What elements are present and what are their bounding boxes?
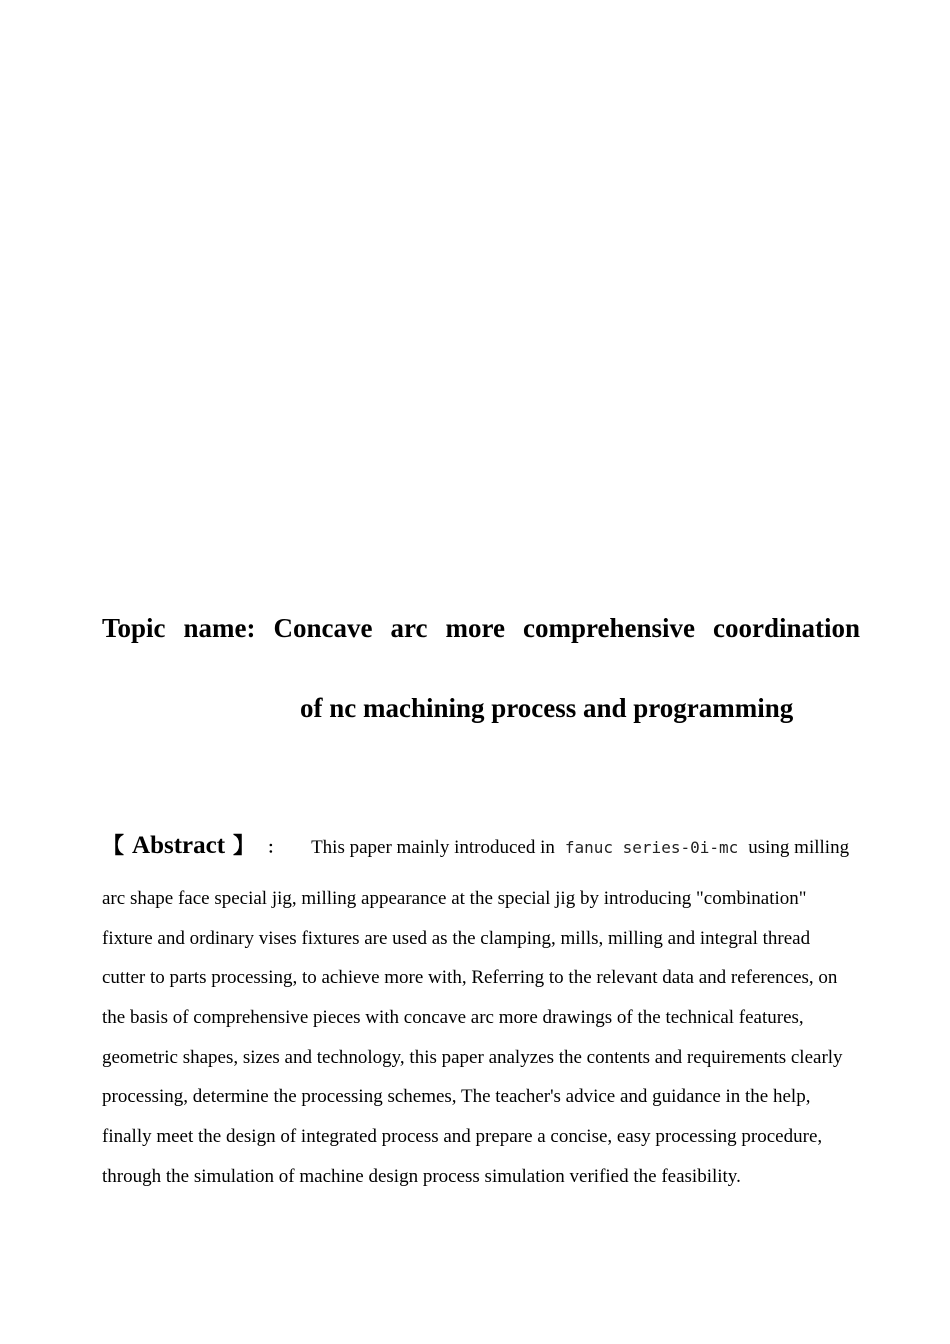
abstract-system-name: fanuc series-0i-mc bbox=[564, 838, 739, 857]
abstract-line: finally meet the design of integrated process and prepare a concise, easy processing procedure, bbox=[102, 1126, 823, 1148]
abstract-label: Abstract bbox=[132, 832, 226, 859]
abstract-line: cutter to parts processing, to achieve more with, Referring to the relevant data and references, on bbox=[102, 967, 838, 989]
abstract-line: the basis of comprehensive pieces with concave arc more drawings of the technical features, bbox=[102, 1007, 804, 1029]
abstract-bracket-open: 【 bbox=[102, 834, 125, 859]
abstract-line: arc shape face special jig, milling appearance at the special jig by introducing "combination" bbox=[102, 888, 807, 909]
abstract-intro-text: This paper mainly introduced in bbox=[311, 837, 555, 858]
abstract-colon: ： bbox=[267, 838, 284, 857]
abstract-line: processing, determine the processing schemes, The teacher's advice and guidance in the help, bbox=[102, 1086, 811, 1108]
abstract-heading bbox=[102, 829, 849, 863]
abstract-line: geometric shapes, sizes and technology, this paper analyzes the contents and requirements clearly bbox=[102, 1046, 843, 1068]
topic-title-line-1: Topic name: Concave arc more comprehensive coordination bbox=[102, 613, 860, 643]
abstract-bracket-close: 】 bbox=[233, 834, 256, 859]
abstract-line: through the simulation of machine design process simulation verified the feasibility. bbox=[102, 1165, 741, 1187]
topic-title-line-2: of nc machining process and programming bbox=[300, 693, 794, 723]
abstract-intro-tail: using milling bbox=[748, 837, 850, 858]
abstract-body bbox=[102, 879, 862, 1197]
abstract-line: fixture and ordinary vises fixtures are used as the clamping, mills, milling and integral thread bbox=[102, 927, 811, 949]
